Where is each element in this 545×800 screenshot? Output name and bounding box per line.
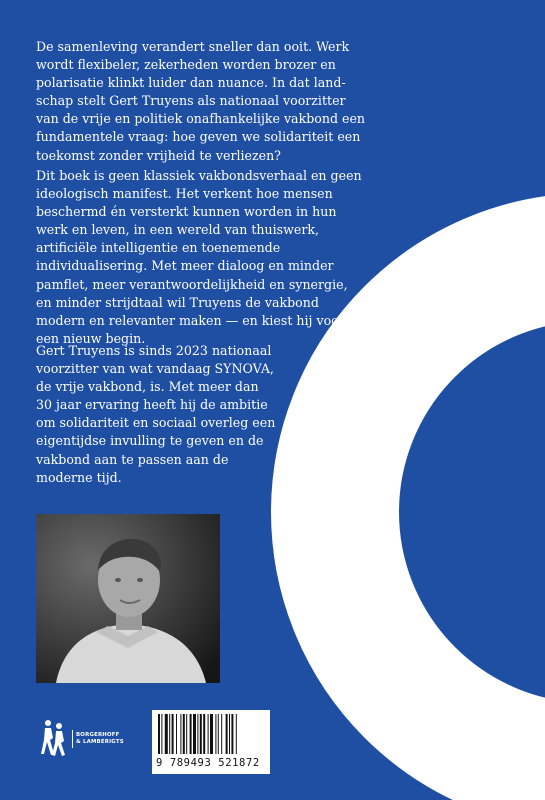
barcode-bar bbox=[226, 714, 228, 754]
barcode-bar bbox=[193, 714, 196, 754]
barcode-bar bbox=[172, 714, 174, 754]
blurb-paragraph-2: Dit boek is geen klassiek vakbondsverhaal en geen ideologisch manifest. Het verkent hoe mensen beschermd én versterkt kunnen worden in hun werk en leven, in een wereld van thuiswerk, artificiële intelligentie en toenemende individualisering. Met meer dialoog en minder pamflet, meer verantwoordelijkheid en synergie, en minder strijdtaal wil Truyens de vakbond modern en relevanter maken — en kiest hij voor een nieuw begin. bbox=[36, 168, 362, 346]
isbn-barcode bbox=[152, 710, 270, 774]
barcode-bar bbox=[176, 714, 177, 754]
isbn-digits: 9 789493 521872 bbox=[156, 757, 260, 769]
walking-figure-logo-icon bbox=[36, 718, 70, 758]
barcode-bar bbox=[229, 714, 230, 754]
barcode-bar bbox=[203, 714, 205, 754]
barcode-bar bbox=[158, 714, 160, 754]
barcode-bar bbox=[208, 714, 209, 754]
barcode-bar bbox=[197, 714, 198, 754]
publisher-name-line-1: BORGERHOFF bbox=[76, 732, 120, 738]
author-photo bbox=[36, 514, 220, 683]
barcode-bar bbox=[190, 714, 192, 754]
barcode-bars bbox=[152, 710, 270, 758]
author-bio: Gert Truyens is sinds 2023 nationaal voorzitter van wat vandaag SYNOVA, de vrije vakbond, is. Met meer dan 30 jaar ervaring heeft hij de ambitie om solidariteit en sociaal overleg een eigentijdse invulling te geven en de vakbond aan te passen aan de moderne tijd. bbox=[36, 343, 276, 485]
publisher-name bbox=[76, 732, 124, 745]
barcode-bar bbox=[183, 714, 185, 754]
blurb-paragraph-1: De samenleving verandert sneller dan ooit. Werk wordt flexibeler, zekerheden worden brozer en polarisatie klinkt luider dan nuance. In dat landschap stelt Gert Truyens als nationaal voorzitter van de vrije en politiek onafhankelijke vakbond een fundamentele vraag: hoe geven we solidariteit een toekomst zonder vrijheid te verliezen? bbox=[36, 39, 366, 163]
publisher-logo bbox=[36, 718, 146, 758]
barcode-bar bbox=[200, 714, 202, 754]
barcode-bar bbox=[180, 714, 181, 754]
barcode-bar bbox=[215, 714, 216, 754]
barcode-bar bbox=[186, 714, 187, 754]
publisher-divider bbox=[72, 730, 73, 748]
barcode-bar bbox=[236, 714, 237, 754]
author-portrait-icon bbox=[36, 514, 220, 683]
barcode-bar bbox=[169, 714, 170, 754]
barcode-bar bbox=[218, 714, 219, 754]
barcode-bar bbox=[231, 714, 233, 754]
barcode-bar bbox=[161, 714, 162, 754]
barcode-bar bbox=[221, 714, 222, 754]
barcode-bar bbox=[165, 714, 168, 754]
publisher-name-line-2: & LAMBERIGTS bbox=[76, 738, 124, 745]
barcode-bar bbox=[210, 714, 213, 754]
